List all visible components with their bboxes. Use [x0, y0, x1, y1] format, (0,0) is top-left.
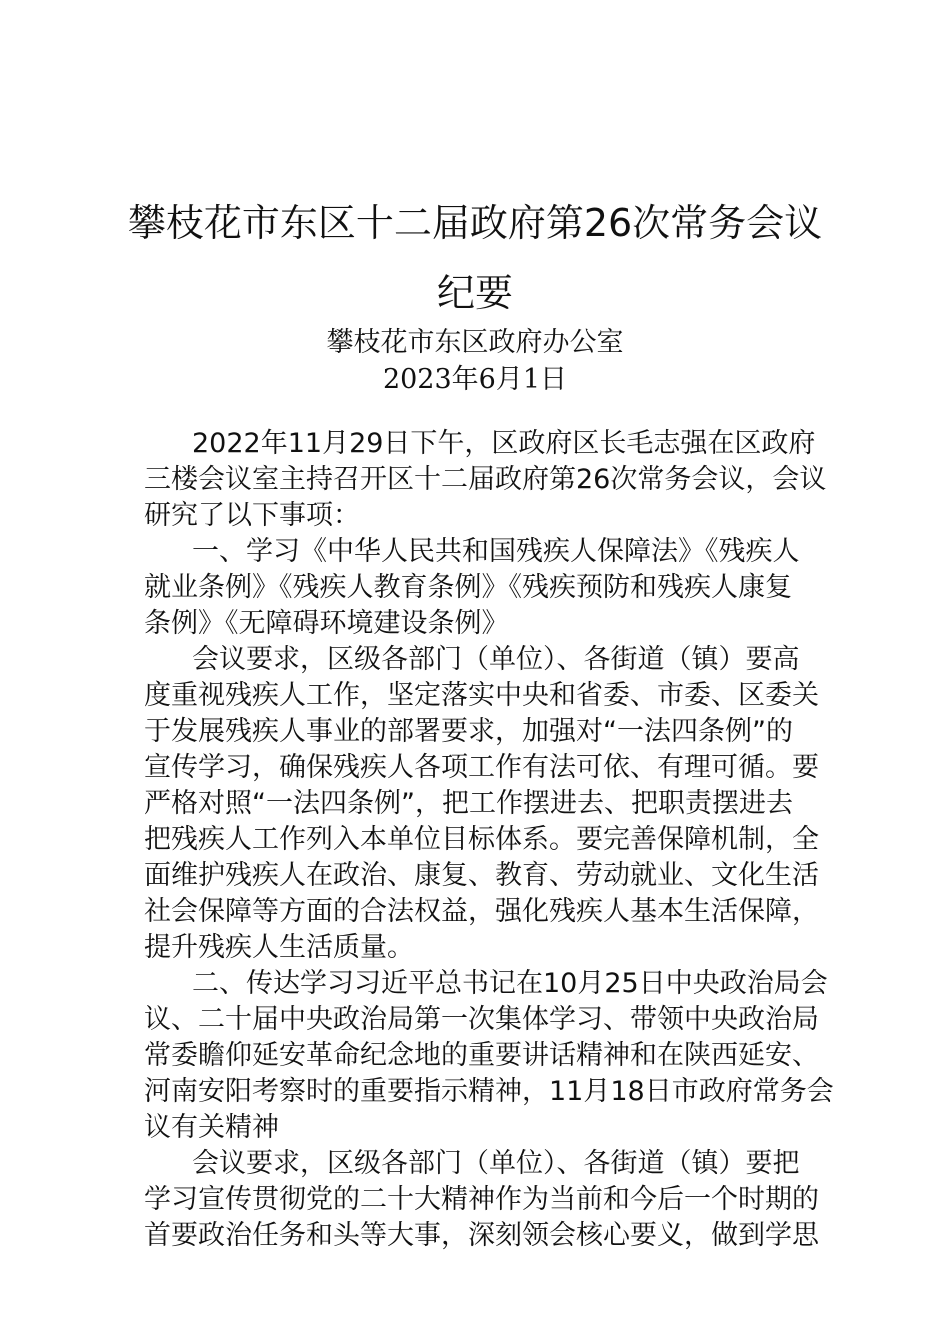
body-line: 议有关精神	[144, 1112, 279, 1143]
body-line: 面维护残疾人在政治、康复、教育、劳动就业、文化生活	[144, 860, 819, 891]
body-line: 度重视残疾人工作，坚定落实中央和省委、市委、区委关	[144, 680, 819, 711]
body-line: 学习宣传贯彻党的二十大精神作为当前和今后一个时期的	[144, 1184, 819, 1215]
body-line: 河南安阳考察时的重要指示精神，11月18日市政府常务会	[144, 1076, 834, 1107]
body-line: 常委瞻仰延安革命纪念地的重要讲话精神和在陕西延安、	[144, 1040, 819, 1071]
body-line: 条例》《无障碍环境建设条例》	[144, 608, 509, 639]
document-title-line-1: 攀枝花市东区十二届政府第26次常务会议	[127, 201, 823, 245]
issuing-office: 攀枝花市东区政府办公室	[326, 327, 624, 358]
body-line: 三楼会议室主持召开区十二届政府第26次常务会议，会议	[144, 464, 827, 495]
body-line: 严格对照“一法四条例”，把工作摆进去、把职责摆进去	[144, 788, 793, 819]
body-line: 2022年11月29日下午，区政府区长毛志强在区政府	[192, 428, 816, 459]
document-title-line-2: 纪要	[436, 271, 513, 315]
body-line: 首要政治任务和头等大事，深刻领会核心要义，做到学思	[144, 1220, 819, 1251]
body-line: 宣传学习，确保残疾人各项工作有法可依、有理可循。要	[144, 752, 819, 783]
body-line: 于发展残疾人事业的部署要求，加强对“一法四条例”的	[144, 716, 793, 747]
body-line: 会议要求，区级各部门（单位）、各街道（镇）要高	[192, 644, 800, 675]
body-line: 就业条例》《残疾人教育条例》《残疾预防和残疾人康复	[144, 572, 792, 603]
body-line: 把残疾人工作列入本单位目标体系。要完善保障机制，全	[144, 824, 819, 855]
issue-date: 2023年6月1日	[382, 364, 568, 395]
body-line: 二、传达学习习近平总书记在10月25日中央政治局会	[192, 968, 828, 999]
body-line: 提升残疾人生活质量。	[144, 932, 414, 963]
body-line: 研究了以下事项：	[144, 500, 360, 531]
body-line: 社会保障等方面的合法权益，强化残疾人基本生活保障，	[144, 896, 819, 927]
body-line: 一、学习《中华人民共和国残疾人保障法》《残疾人	[192, 536, 800, 567]
body-line: 会议要求，区级各部门（单位）、各街道（镇）要把	[192, 1148, 800, 1179]
body-line: 议、二十届中央政治局第一次集体学习、带领中央政治局	[144, 1004, 819, 1035]
